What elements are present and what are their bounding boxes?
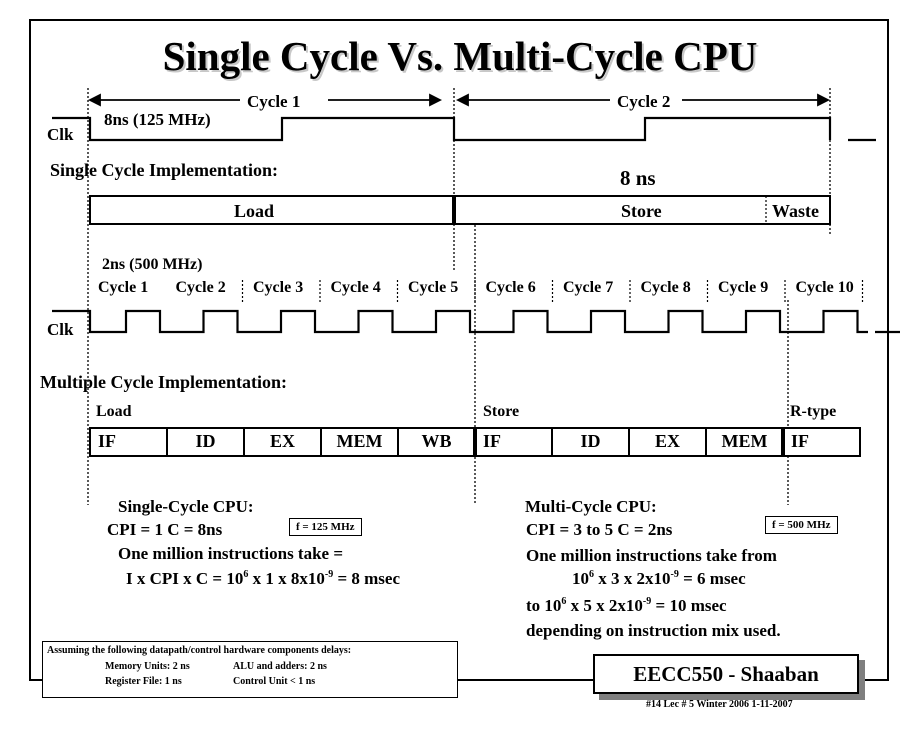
multi-stage-if: IF	[791, 431, 809, 451]
multi-stage-mem: MEM	[721, 431, 768, 451]
multi-stage-mem: MEM	[336, 431, 383, 451]
single-stage-load: Load	[234, 201, 275, 221]
slide-footer: #14 Lec # 5 Winter 2006 1-11-2007	[646, 699, 793, 710]
multi-summary-calc1: $10^6$ x 3 x $2x10^{-9} = 6$ msec	[572, 569, 746, 588]
multi-stage-id: ID	[580, 431, 601, 451]
single-summary-cpi: CPI = 1 C = 8ns	[107, 520, 223, 539]
multi-cycle-label: Cycle 10	[795, 279, 854, 296]
multi-cycle-label: Cycle 6	[485, 279, 536, 296]
multi-stage-ex: EX	[269, 431, 295, 451]
single-clk-label: Clk	[47, 125, 74, 144]
single-stage-store: Store	[621, 201, 662, 221]
multi-cycle-label: Cycle 1	[98, 279, 149, 296]
multi-impl-heading: Multiple Cycle Implementation:	[40, 372, 287, 392]
single-summary-heading: Single-Cycle CPU:	[118, 497, 254, 516]
multi-cycle-label: Cycle 2	[175, 279, 226, 296]
single-stage-waste: Waste	[772, 201, 819, 221]
single-cycle-1-label: Cycle 1	[247, 92, 301, 111]
multi-cycle-label: Cycle 5	[408, 279, 459, 296]
multi-instr-store: Store	[483, 403, 520, 420]
multi-instr-rtype: R-type	[790, 403, 837, 420]
note-register: Register File: 1 ns	[105, 676, 182, 687]
single-cycle-2-label: Cycle 2	[617, 92, 671, 111]
multi-summary-line6: depending on instruction mix used.	[526, 621, 781, 640]
multi-clock-waveform	[52, 311, 868, 332]
single-period-label: 8ns (125 MHz)	[104, 110, 211, 129]
multi-clk-label: Clk	[47, 320, 74, 339]
note-line1: Assuming the following datapath/control hardware components delays:	[47, 645, 352, 656]
multi-summary-heading: Multi-Cycle CPU:	[525, 497, 657, 516]
multi-stage-id: ID	[195, 431, 216, 451]
assumptions-note	[42, 641, 458, 698]
multi-summary-line3: One million instructions take from	[526, 546, 777, 565]
single-summary-calc: I x CPI x $C = 10^6$ x 1 x $8x10^{-9} = 8$ msec	[126, 569, 401, 588]
multi-stage-wb: WB	[421, 431, 452, 451]
single-impl-bar	[90, 196, 830, 224]
multi-stage-if: IF	[483, 431, 501, 451]
multi-cycle-label: Cycle 4	[330, 279, 381, 296]
note-memory: Memory Units: 2 ns	[105, 661, 190, 672]
page-title: Single Cycle Vs. Multi-Cycle CPU	[162, 33, 758, 79]
multi-freq-box: f = 500 MHz	[765, 516, 838, 534]
note-control: Control Unit < 1 ns	[233, 676, 316, 687]
multi-summary-cpi: CPI = 3 to 5 C = 2ns	[526, 520, 673, 539]
cycle-span-arrows	[90, 95, 828, 105]
multi-cycle-label: Cycle 9	[718, 279, 769, 296]
multi-period-label: 2ns (500 MHz)	[102, 256, 203, 273]
multi-summary-calc2: to $10^6$ x 5 x $2x10^{-9} = 10$ msec	[526, 596, 727, 615]
multi-instr-load: Load	[96, 403, 132, 420]
single-duration: 8 ns	[620, 166, 656, 190]
multi-stage-if: IF	[98, 431, 116, 451]
single-freq-box: f = 125 MHz	[289, 518, 362, 536]
multi-cycle-label: Cycle 8	[640, 279, 691, 296]
multi-cycle-label: Cycle 7	[563, 279, 614, 296]
course-badge: EECC550 - Shaaban	[593, 654, 859, 694]
multi-cycle-label: Cycle 3	[253, 279, 304, 296]
single-summary-line3: One million instructions take =	[118, 544, 344, 563]
single-impl-heading: Single Cycle Implementation:	[50, 160, 278, 180]
multi-stage-ex: EX	[654, 431, 680, 451]
note-alu: ALU and adders: 2 ns	[233, 661, 327, 672]
